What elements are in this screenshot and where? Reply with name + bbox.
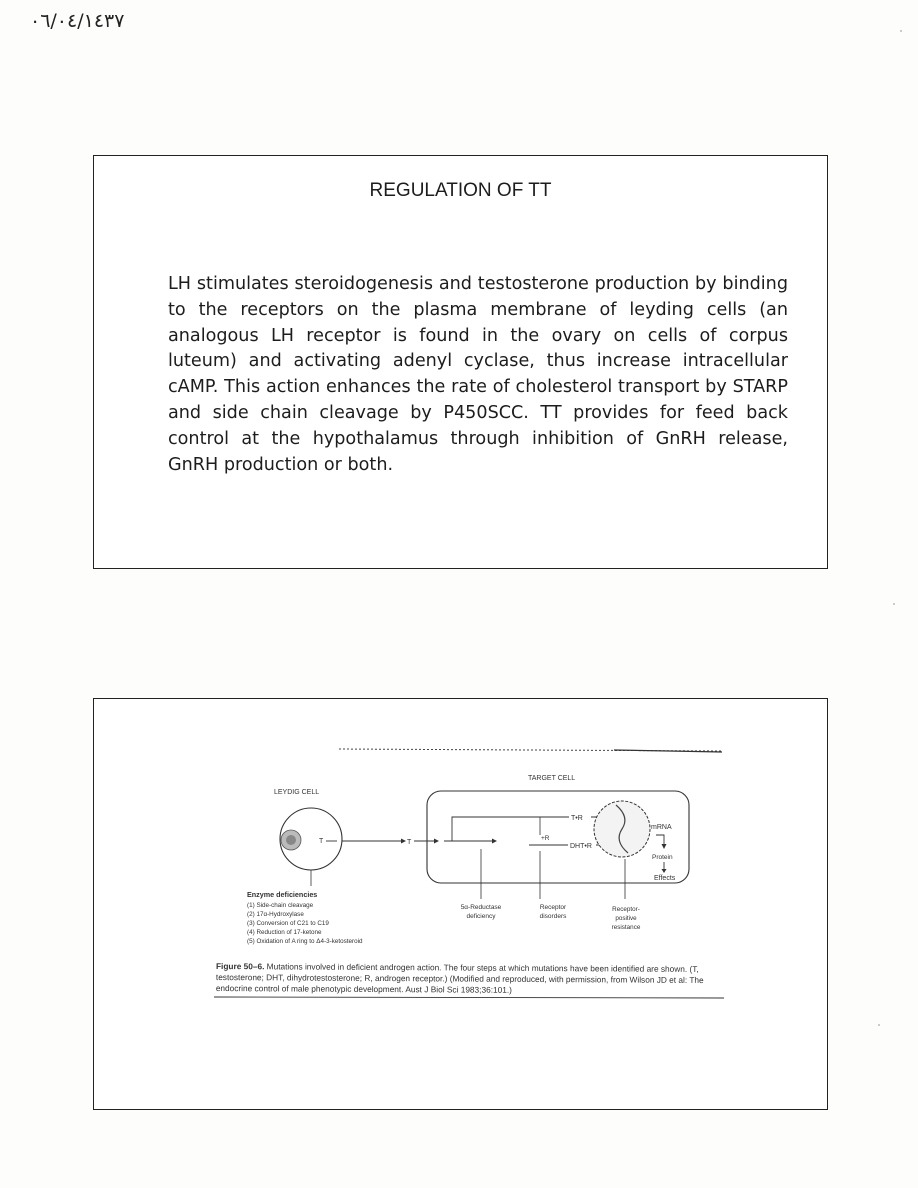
reductase-deficiency-line1: 5α-Reductase <box>460 904 502 911</box>
target-cell-outline <box>427 791 689 883</box>
slide-body-text: LH stimulates steroidogenesis and testosterone production by binding to the receptors on the plasma membrane of leyding cells (an analogous LH receptor is found in the ovary on cells of corpus luteum) and activating adenyl cyclase, thus increase intracellular cAMP. This action enhances the rate of cholesterol transport by STARP and side chain cleavage by P450SCC. TT provides for feed back control at the hypothalamus through inhibition of GnRH release, GnRH production or both. <box>168 274 788 475</box>
date-stamp: ٠٦/٠٤/١٤٣٧ <box>30 10 125 32</box>
effects-label: Effects <box>654 875 676 882</box>
slide-regulation-of-tt <box>93 155 828 569</box>
figure-caption-label: Figure 50–6. <box>215 961 265 972</box>
figure-caption <box>216 961 728 997</box>
caption-underline <box>214 997 724 998</box>
scan-speck <box>878 1024 880 1026</box>
receptor-positive-resistance-line1: Receptor- <box>612 906 640 913</box>
slide-title: REGULATION OF TT <box>369 180 552 201</box>
target-cell-label: TARGET CELL <box>528 775 576 782</box>
receptor-disorders-line1: Receptor <box>539 904 567 911</box>
receptor-positive-resistance-line2: positive <box>615 915 637 922</box>
plus-r-label: +R <box>541 835 550 842</box>
dht-r-label: DHT•R <box>570 843 592 850</box>
t-upper-path <box>452 817 569 841</box>
scan-speck <box>893 603 895 605</box>
receptor-disorders-line2: disorders <box>539 913 567 920</box>
protein-label: Protein <box>652 854 673 861</box>
arrowhead <box>401 839 406 844</box>
mrna-label: mRNA <box>651 824 672 831</box>
arrowhead <box>662 844 667 849</box>
arrowhead <box>492 839 497 844</box>
leydig-nucleolus <box>286 835 296 845</box>
scan-speck <box>900 30 902 32</box>
slide-androgen-figure <box>93 698 828 1110</box>
leydig-cell-label: LEYDIG CELL <box>274 789 320 796</box>
enzyme-deficiencies-title: Enzyme deficiencies <box>247 890 318 899</box>
mrna-to-protein <box>656 835 664 845</box>
arrowhead <box>662 869 667 873</box>
figure-caption-text: Mutations involved in deficient androgen action. The four steps at which mutations have been identified are shown. (T, testosterone; DHT, dihydrotestosterone; R, androgen receptor.) (Modified and reproduced, with permission, from Wilson JD et al: The endocrine control of male phenotypic development. Aust J Biol Sci 1983;36:101.) <box>215 961 704 995</box>
enzyme-item-2: (2) 17α-Hydroxylase <box>247 911 304 918</box>
enzyme-item-5: (5) Oxidation of A ring to Δ4-3-ketosteroid <box>247 938 363 945</box>
androgen-action-diagram <box>94 699 827 1109</box>
reductase-deficiency-line2: deficiency <box>466 913 496 920</box>
arrowhead <box>434 839 439 844</box>
enzyme-item-4: (4) Reduction of 17-ketone <box>247 929 322 936</box>
t-inside-label: T <box>319 838 324 845</box>
enzyme-item-1: (1) Side-chain cleavage <box>247 902 314 909</box>
receptor-positive-resistance-line3: resistance <box>611 924 641 931</box>
tr-complex-label: T•R <box>571 815 583 822</box>
enzyme-item-3: (3) Conversion of C21 to C19 <box>247 920 329 927</box>
t-arrow-label: T <box>407 839 412 846</box>
